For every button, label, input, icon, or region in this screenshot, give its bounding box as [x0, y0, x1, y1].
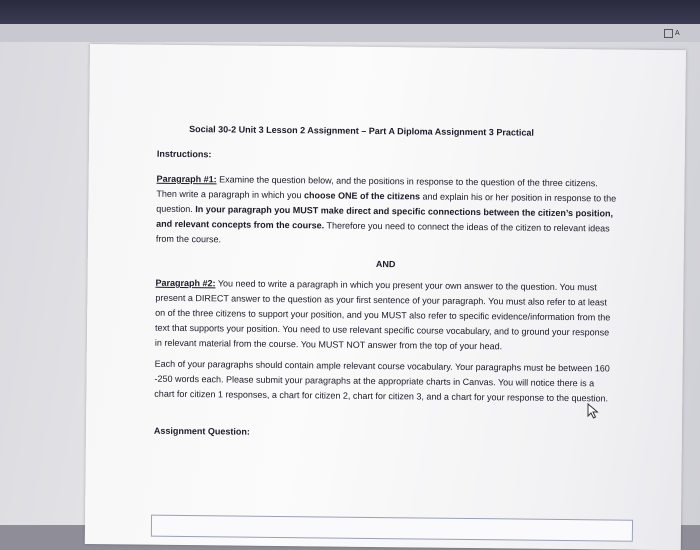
- paragraph-1-label: Paragraph #1:: [156, 173, 217, 185]
- paragraph-2-label: Paragraph #2:: [155, 277, 216, 289]
- p1-bold-d: In your paragraph you MUST make direct and specific connections between the citizen’s position, and relevant concepts from the course.: [156, 204, 614, 231]
- and-separator: AND: [375, 259, 396, 270]
- document-body: [154, 122, 617, 444]
- toolbar-corner-button[interactable]: [660, 24, 700, 42]
- paragraph-2-instructions: [155, 276, 616, 356]
- monitor-top-bezel: [0, 0, 700, 24]
- window-icon: [664, 29, 673, 38]
- paragraph-requirements: Each of your paragraphs should contain ample relevant course vocabulary. Your paragraphs must be between 160 -250 words each. Please submit your paragraphs at the appropriate charts in Canvas. You will notice there is a chart for citizen 1 responses, a chart for citizen 2, chart for citizen 3, and a chart for your response to the question.: [154, 358, 610, 404]
- p1-text-a: Examine the question below, and the positions in response to the question of the three citizens. Then write a paragraph in which you: [156, 174, 598, 201]
- corner-label: A: [675, 29, 680, 37]
- document-page: [85, 44, 686, 550]
- assignment-question-label: Assignment Question:: [153, 425, 251, 437]
- mouse-cursor-icon: [587, 403, 599, 419]
- p1-text-e: Therefore you need to connect the ideas of the citizen to relevant ideas from the course.: [155, 220, 610, 245]
- toolbar-strip: [0, 24, 700, 42]
- p2-text: You need to write a paragraph in which you present your own answer to the question. You must present a DIRECT answer to the question as your first sentence of your paragraph. You must also refer to at least on of the three citizens to support your position, and you MUST also refer to specific evidence/information from the text that supports your position. You need to use relevant specific course vocabulary, and to ground your response in relevant material from the course. You MUST NOT answer from the top of your head.: [154, 278, 611, 352]
- p1-text-c: and explain his or her position in response to the question.: [156, 191, 617, 215]
- paragraph-1-instructions: [156, 172, 617, 252]
- instructions-heading: Instructions:: [156, 148, 212, 160]
- assignment-question-box[interactable]: [151, 515, 633, 542]
- p1-bold-b: choose ONE of the citizens: [303, 190, 421, 202]
- document-title: Social 30-2 Unit 3 Lesson 2 Assignment – Part A Diploma Assignment 3 Practical: [189, 124, 534, 138]
